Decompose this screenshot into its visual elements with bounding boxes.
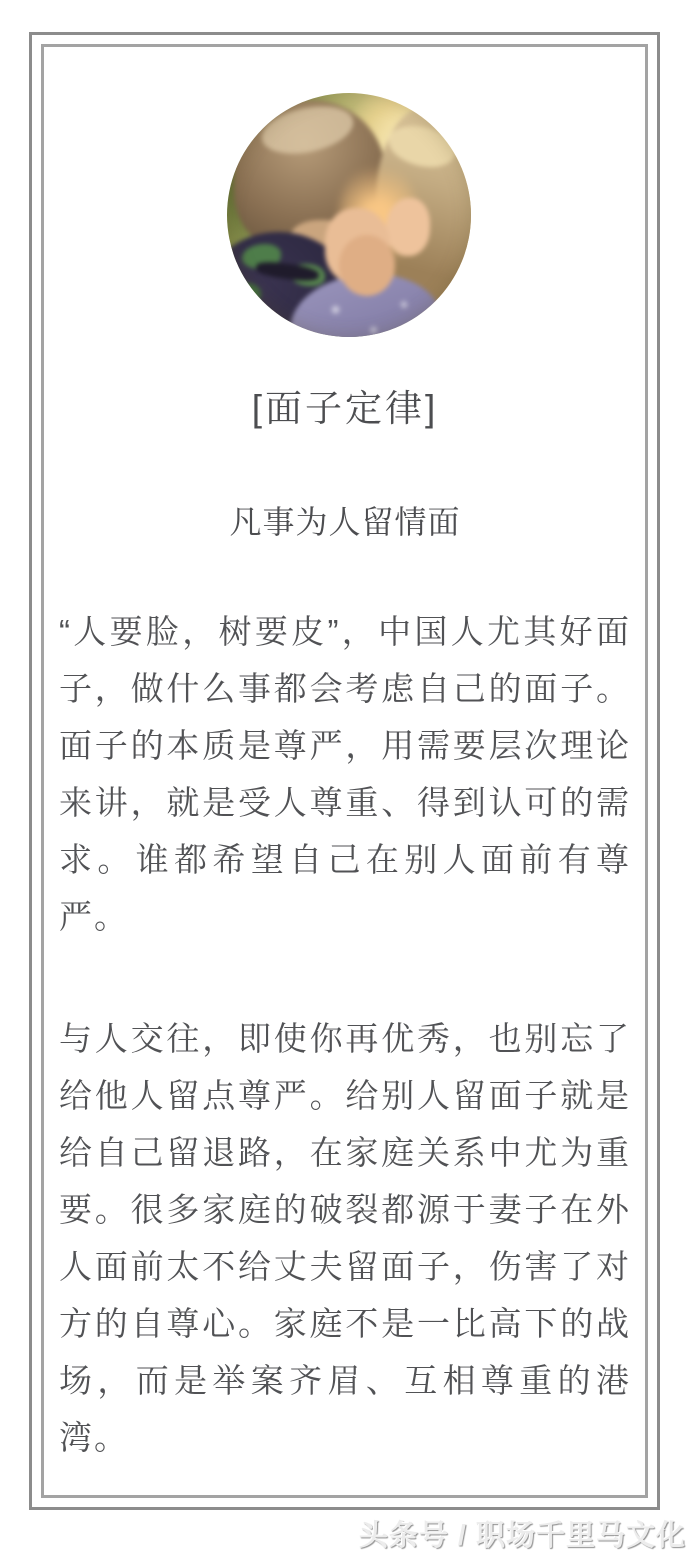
card-subtitle: 凡事为人留情面 bbox=[229, 504, 461, 540]
photo-vignette bbox=[227, 93, 471, 337]
children-whispering-photo bbox=[227, 93, 471, 337]
body-paragraph-2: 与人交往，即使你再优秀，也别忘了给他人留点尊严。给别人留面子就是给自己留退路，在家庭关系中尤为重要。很多家庭的破裂都源于妻子在外人面前太不给丈夫留面子，伤害了对方的自尊心。家庭不是一比高下的战场，而是举案齐眉、互相尊重的港湾。 bbox=[59, 1020, 631, 1456]
body-paragraph-1: “人要脸，树要皮”，中国人尤其好面子，做什么事都会考虑自己的面子。面子的本质是尊严，用需要层次理论来讲，就是受人尊重、得到认可的需求。谁都希望自己在别人面前有尊严。 bbox=[59, 613, 631, 935]
card-title: [面子定律] bbox=[251, 388, 439, 429]
watermark-credit: 头条号 / 职场千里马文化 bbox=[358, 1520, 686, 1552]
